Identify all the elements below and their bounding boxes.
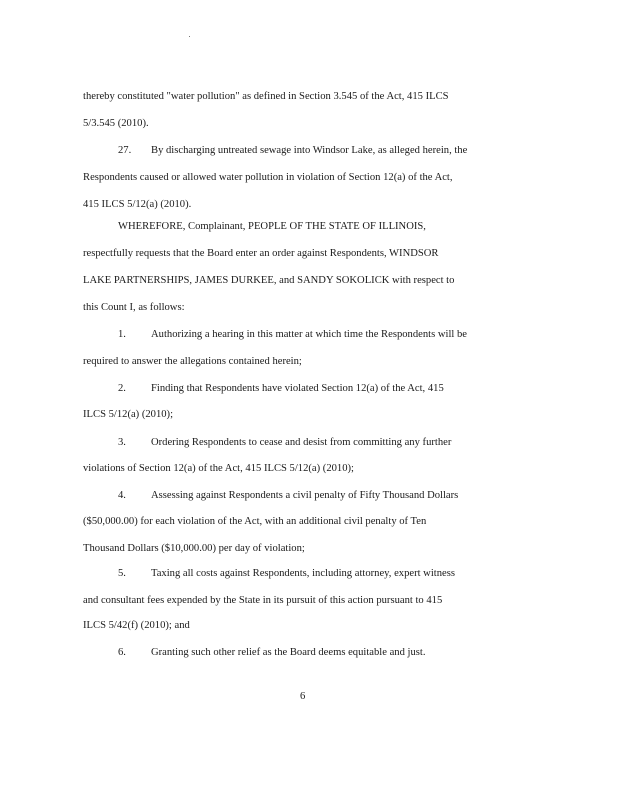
paragraph-26-line-1: thereby constituted "water pollution" as defined in Section 3.545 of the Act, 415 ILCS <box>83 91 449 102</box>
relief-item-6-number: 6. <box>118 647 126 658</box>
wherefore-line-4: this Count I, as follows: <box>83 302 185 313</box>
scan-speck <box>189 36 190 37</box>
relief-item-2-number: 2. <box>118 383 126 394</box>
relief-item-4-line-2: ($50,000.00) for each violation of the Act, with an additional civil penalty of Ten <box>83 516 427 527</box>
relief-item-2-line-2: ILCS 5/12(a) (2010); <box>83 409 174 420</box>
relief-item-1-number: 1. <box>118 329 126 340</box>
relief-item-5-line-1: Taxing all costs against Respondents, including attorney, expert witness <box>151 568 455 579</box>
relief-item-4-line-1: Assessing against Respondents a civil penalty of Fifty Thousand Dollars <box>151 490 459 501</box>
relief-item-4-line-3: Thousand Dollars ($10,000.00) per day of violation; <box>83 543 305 554</box>
relief-item-4-number: 4. <box>118 490 126 501</box>
relief-item-3-number: 3. <box>118 437 126 448</box>
paragraph-27-number: 27. <box>118 145 132 156</box>
paragraph-27-line-3: 415 ILCS 5/12(a) (2010). <box>83 199 192 210</box>
relief-item-6-line-1: Granting such other relief as the Board deems equitable and just. <box>151 647 426 658</box>
wherefore-line-2: respectfully requests that the Board enter an order against Respondents, WINDSOR <box>83 248 439 259</box>
relief-item-5-number: 5. <box>118 568 126 579</box>
relief-item-2-line-1: Finding that Respondents have violated Section 12(a) of the Act, 415 <box>151 383 444 394</box>
relief-item-5-line-3: ILCS 5/42(f) (2010); and <box>83 620 190 631</box>
relief-item-3-line-2: violations of Section 12(a) of the Act, 415 ILCS 5/12(a) (2010); <box>83 463 354 474</box>
relief-item-5-line-2: and consultant fees expended by the State in its pursuit of this action pursuant to 415 <box>83 595 443 606</box>
page-number: 6 <box>300 691 306 702</box>
paragraph-27-line-1: By discharging untreated sewage into Windsor Lake, as alleged herein, the <box>151 145 468 156</box>
relief-item-1-line-2: required to answer the allegations contained herein; <box>83 356 302 367</box>
relief-item-3-line-1: Ordering Respondents to cease and desist from committing any further <box>151 437 452 448</box>
paragraph-26-line-2: 5/3.545 (2010). <box>83 118 149 129</box>
paragraph-27-line-2: Respondents caused or allowed water pollution in violation of Section 12(a) of the Act, <box>83 172 453 183</box>
wherefore-line-1: WHEREFORE, Complainant, PEOPLE OF THE STATE OF ILLINOIS, <box>118 221 426 232</box>
relief-item-1-line-1: Authorizing a hearing in this matter at which time the Respondents will be <box>151 329 467 340</box>
wherefore-line-3: LAKE PARTNERSHIPS, JAMES DURKEE, and SANDY SOKOLICK with respect to <box>83 275 455 286</box>
